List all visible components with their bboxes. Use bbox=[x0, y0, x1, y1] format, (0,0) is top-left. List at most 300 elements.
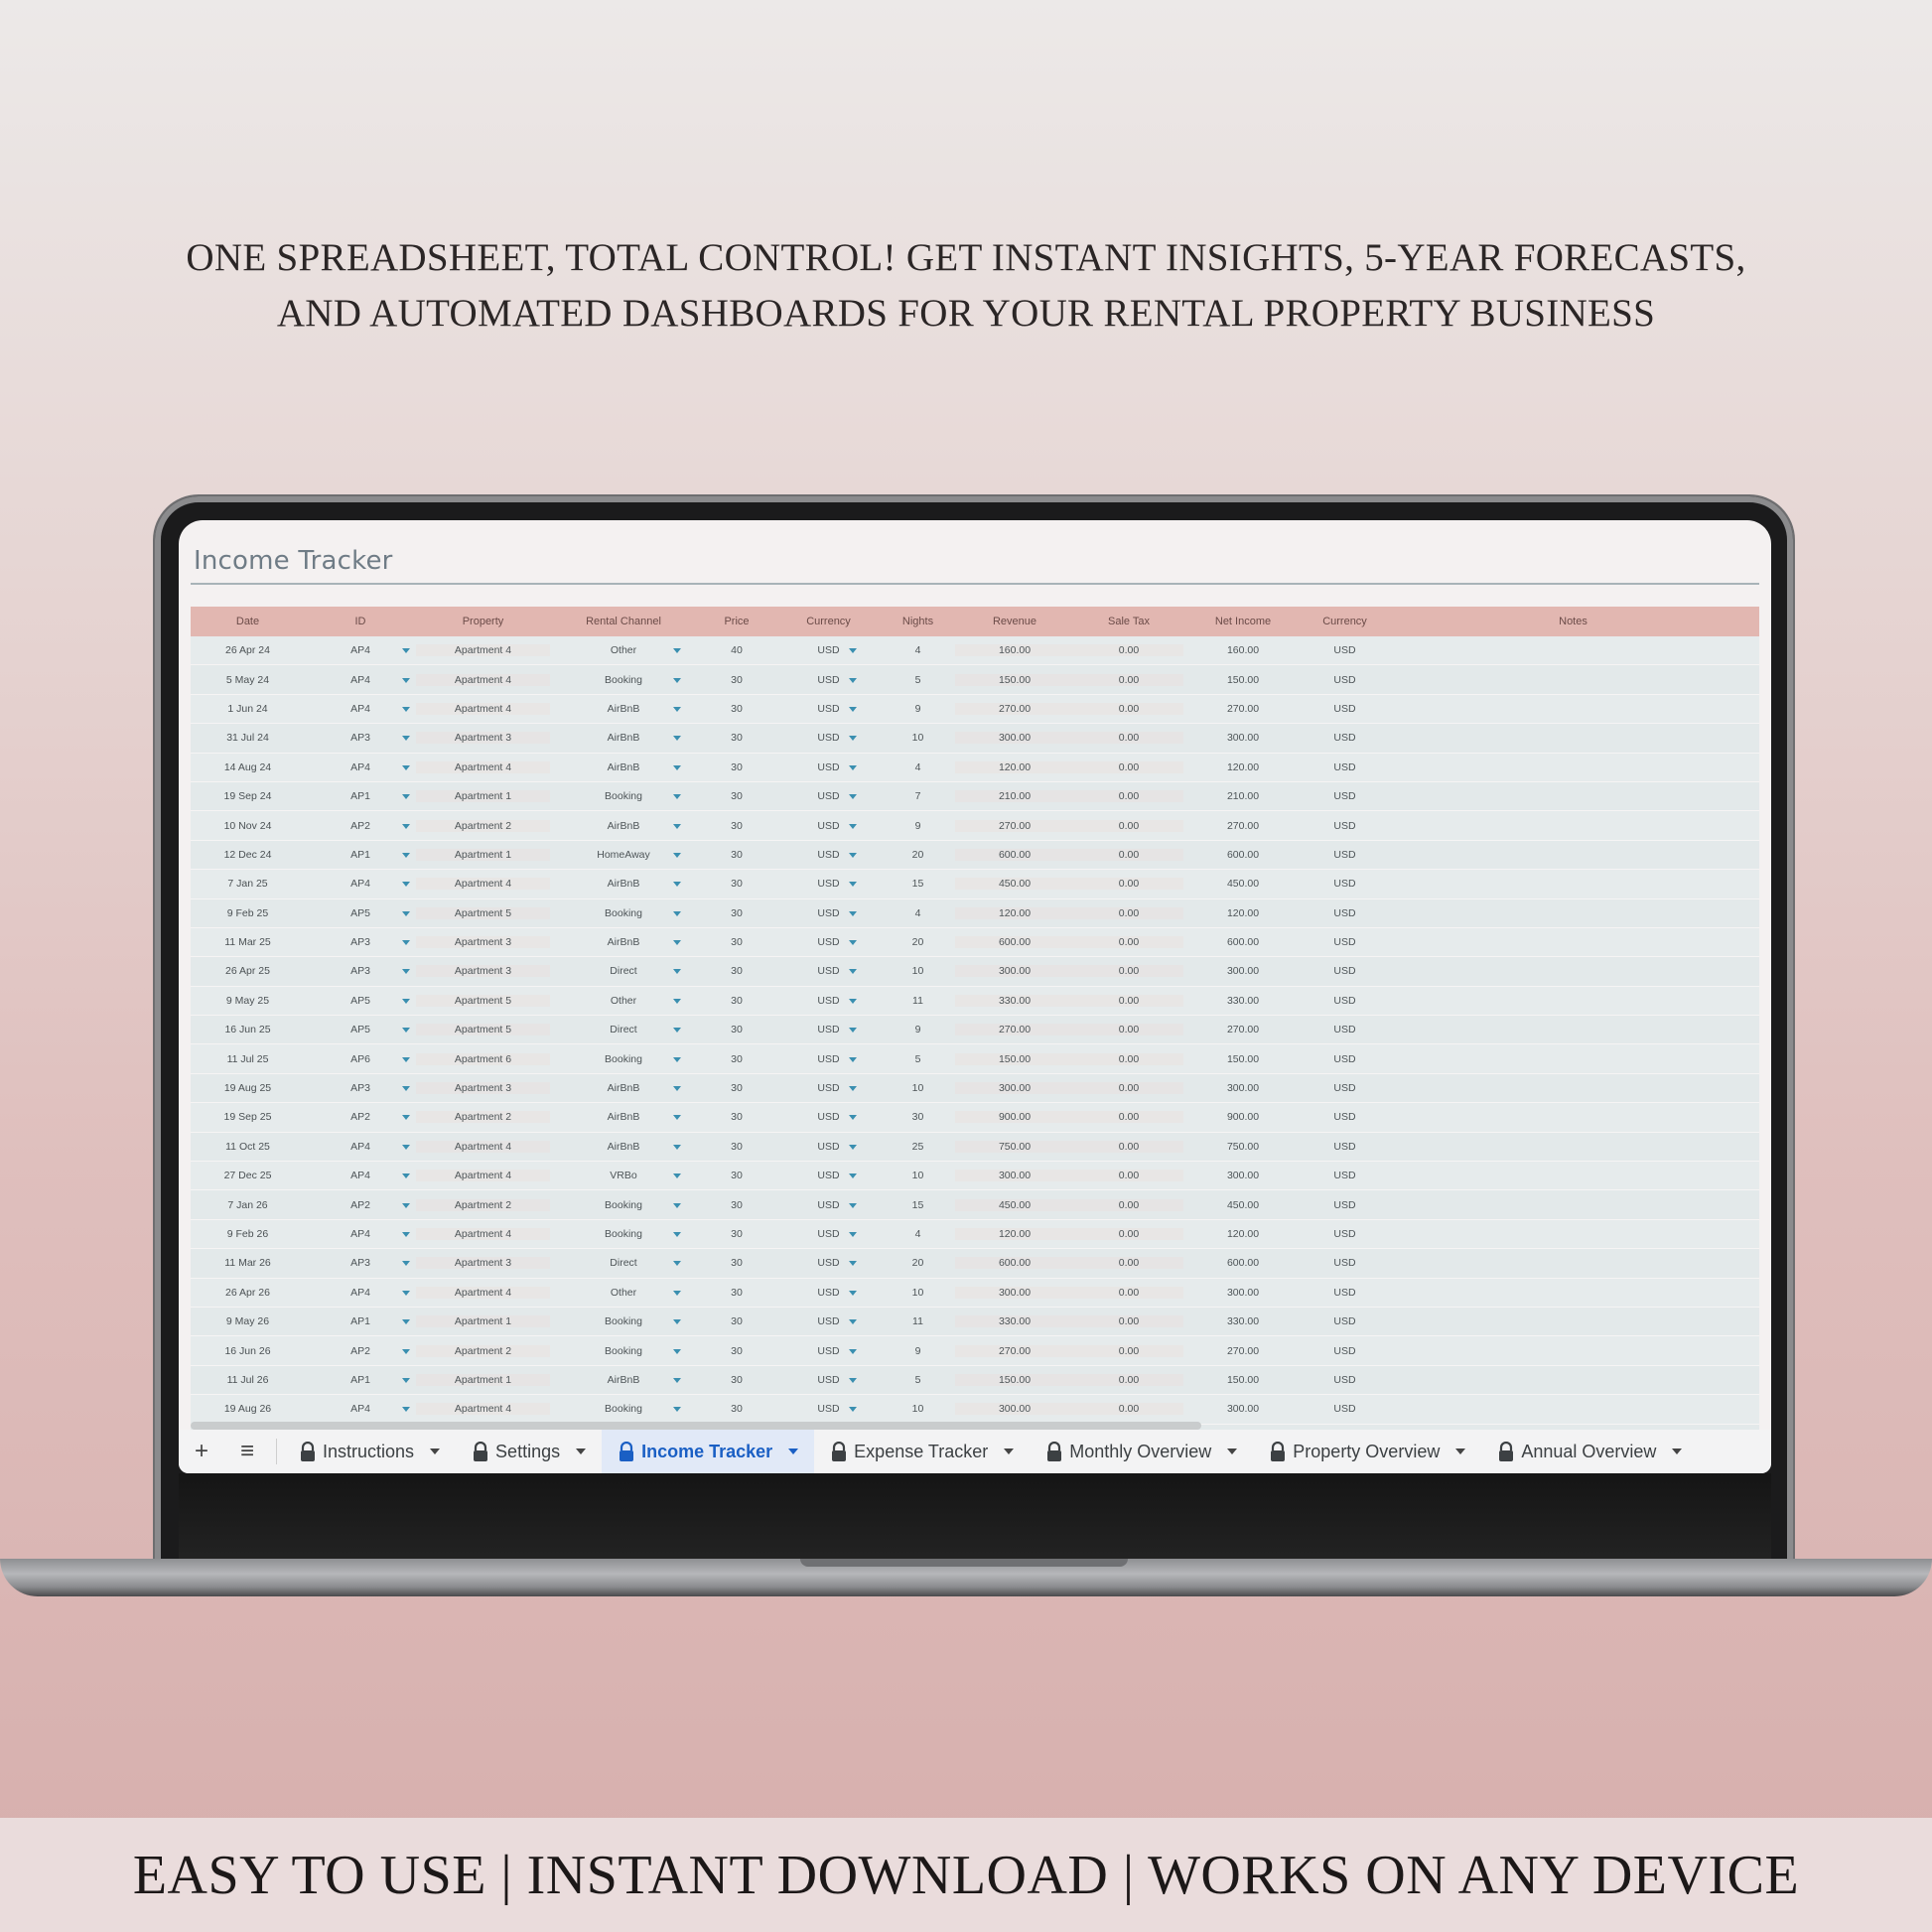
cell-revenue[interactable] bbox=[955, 849, 1074, 861]
cell-currency-2[interactable] bbox=[1303, 1403, 1387, 1415]
dropdown-arrow-icon[interactable] bbox=[849, 707, 857, 712]
cell-sale-tax[interactable] bbox=[1074, 703, 1183, 715]
cell-sale-tax[interactable] bbox=[1074, 878, 1183, 890]
cell-id[interactable] bbox=[305, 965, 416, 977]
cell-net-income[interactable] bbox=[1183, 936, 1303, 948]
cell-id[interactable] bbox=[305, 761, 416, 773]
cell-currency[interactable] bbox=[776, 820, 881, 832]
cell-currency-2[interactable] bbox=[1303, 965, 1387, 977]
cell-net-income[interactable] bbox=[1183, 1403, 1303, 1415]
cell-id[interactable] bbox=[305, 1374, 416, 1386]
cell-rental-channel[interactable] bbox=[550, 1228, 697, 1240]
cell-id[interactable] bbox=[305, 790, 416, 802]
dropdown-arrow-icon[interactable] bbox=[673, 1145, 681, 1150]
dropdown-arrow-icon[interactable] bbox=[673, 1407, 681, 1412]
cell-currency-2[interactable] bbox=[1303, 1170, 1387, 1181]
cell-rental-channel[interactable] bbox=[550, 1053, 697, 1065]
cell-rental-channel[interactable] bbox=[550, 1024, 697, 1035]
cell-price[interactable] bbox=[697, 644, 776, 656]
cell-price[interactable] bbox=[697, 1287, 776, 1299]
cell-property[interactable] bbox=[416, 1024, 550, 1035]
column-header-price[interactable]: Price bbox=[724, 616, 750, 627]
cell-currency[interactable] bbox=[776, 732, 881, 744]
dropdown-arrow-icon[interactable] bbox=[402, 824, 410, 829]
column-header-id[interactable]: ID bbox=[354, 616, 366, 627]
cell-revenue[interactable] bbox=[955, 965, 1074, 977]
cell-currency-2[interactable] bbox=[1303, 1345, 1387, 1357]
cell-currency[interactable] bbox=[776, 1053, 881, 1065]
dropdown-arrow-icon[interactable] bbox=[402, 1319, 410, 1324]
column-header-currency[interactable]: Currency bbox=[806, 616, 851, 627]
cell-rental-channel[interactable] bbox=[550, 1315, 697, 1327]
cell-currency[interactable] bbox=[776, 674, 881, 686]
cell-date[interactable] bbox=[191, 703, 305, 715]
cell-net-income[interactable] bbox=[1183, 1141, 1303, 1153]
dropdown-arrow-icon[interactable] bbox=[673, 999, 681, 1004]
cell-revenue[interactable] bbox=[955, 1374, 1074, 1386]
cell-property[interactable] bbox=[416, 995, 550, 1007]
cell-date[interactable] bbox=[191, 936, 305, 948]
cell-sale-tax[interactable] bbox=[1074, 1228, 1183, 1240]
cell-nights[interactable] bbox=[881, 936, 955, 948]
cell-date[interactable] bbox=[191, 995, 305, 1007]
cell-net-income[interactable] bbox=[1183, 965, 1303, 977]
cell-nights[interactable] bbox=[881, 1082, 955, 1094]
cell-property[interactable] bbox=[416, 1287, 550, 1299]
cell-sale-tax[interactable] bbox=[1074, 1111, 1183, 1123]
cell-revenue[interactable] bbox=[955, 1141, 1074, 1153]
cell-revenue[interactable] bbox=[955, 878, 1074, 890]
cell-net-income[interactable] bbox=[1183, 1053, 1303, 1065]
dropdown-arrow-icon[interactable] bbox=[849, 1232, 857, 1237]
cell-rental-channel[interactable] bbox=[550, 790, 697, 802]
cell-nights[interactable] bbox=[881, 761, 955, 773]
cell-id[interactable] bbox=[305, 1345, 416, 1357]
dropdown-arrow-icon[interactable] bbox=[849, 1115, 857, 1120]
cell-price[interactable] bbox=[697, 761, 776, 773]
cell-revenue[interactable] bbox=[955, 1053, 1074, 1065]
cell-date[interactable] bbox=[191, 1053, 305, 1065]
dropdown-arrow-icon[interactable] bbox=[673, 969, 681, 974]
cell-property[interactable] bbox=[416, 907, 550, 919]
dropdown-arrow-icon[interactable] bbox=[402, 940, 410, 945]
cell-property[interactable] bbox=[416, 761, 550, 773]
cell-price[interactable] bbox=[697, 1199, 776, 1211]
cell-currency-2[interactable] bbox=[1303, 1141, 1387, 1153]
cell-id[interactable] bbox=[305, 703, 416, 715]
dropdown-arrow-icon[interactable] bbox=[849, 794, 857, 799]
cell-sale-tax[interactable] bbox=[1074, 1082, 1183, 1094]
cell-id[interactable] bbox=[305, 1053, 416, 1065]
dropdown-arrow-icon[interactable] bbox=[849, 1057, 857, 1062]
cell-price[interactable] bbox=[697, 732, 776, 744]
cell-sale-tax[interactable] bbox=[1074, 644, 1183, 656]
dropdown-arrow-icon[interactable] bbox=[402, 1173, 410, 1178]
cell-date[interactable] bbox=[191, 1199, 305, 1211]
dropdown-arrow-icon[interactable] bbox=[849, 1145, 857, 1150]
chevron-down-icon[interactable] bbox=[1455, 1449, 1465, 1454]
dropdown-arrow-icon[interactable] bbox=[673, 1203, 681, 1208]
cell-property[interactable] bbox=[416, 644, 550, 656]
cell-id[interactable] bbox=[305, 936, 416, 948]
cell-revenue[interactable] bbox=[955, 1082, 1074, 1094]
cell-nights[interactable] bbox=[881, 820, 955, 832]
cell-nights[interactable] bbox=[881, 1024, 955, 1035]
cell-revenue[interactable] bbox=[955, 1403, 1074, 1415]
cell-currency-2[interactable] bbox=[1303, 1287, 1387, 1299]
cell-sale-tax[interactable] bbox=[1074, 995, 1183, 1007]
dropdown-arrow-icon[interactable] bbox=[849, 1349, 857, 1354]
cell-date[interactable] bbox=[191, 1141, 305, 1153]
cell-sale-tax[interactable] bbox=[1074, 1199, 1183, 1211]
cell-property[interactable] bbox=[416, 674, 550, 686]
column-header-net-income[interactable]: Net Income bbox=[1214, 616, 1272, 627]
dropdown-arrow-icon[interactable] bbox=[849, 1173, 857, 1178]
dropdown-arrow-icon[interactable] bbox=[402, 1028, 410, 1033]
dropdown-arrow-icon[interactable] bbox=[673, 1232, 681, 1237]
cell-property[interactable] bbox=[416, 1403, 550, 1415]
dropdown-arrow-icon[interactable] bbox=[402, 853, 410, 858]
cell-property[interactable] bbox=[416, 1111, 550, 1123]
cell-net-income[interactable] bbox=[1183, 732, 1303, 744]
cell-rental-channel[interactable] bbox=[550, 1199, 697, 1211]
cell-nights[interactable] bbox=[881, 878, 955, 890]
cell-nights[interactable] bbox=[881, 1287, 955, 1299]
cell-currency[interactable] bbox=[776, 1024, 881, 1035]
cell-nights[interactable] bbox=[881, 1315, 955, 1327]
cell-nights[interactable] bbox=[881, 995, 955, 1007]
cell-sale-tax[interactable] bbox=[1074, 674, 1183, 686]
cell-rental-channel[interactable] bbox=[550, 674, 697, 686]
cell-currency[interactable] bbox=[776, 1141, 881, 1153]
cell-nights[interactable] bbox=[881, 1053, 955, 1065]
cell-net-income[interactable] bbox=[1183, 878, 1303, 890]
dropdown-arrow-icon[interactable] bbox=[673, 678, 681, 683]
cell-currency[interactable] bbox=[776, 1403, 881, 1415]
dropdown-arrow-icon[interactable] bbox=[402, 1203, 410, 1208]
dropdown-arrow-icon[interactable] bbox=[402, 999, 410, 1004]
cell-sale-tax[interactable] bbox=[1074, 1257, 1183, 1269]
cell-nights[interactable] bbox=[881, 1111, 955, 1123]
tab-property-overview[interactable] bbox=[1253, 1430, 1481, 1473]
cell-nights[interactable] bbox=[881, 907, 955, 919]
all-sheets-menu-icon[interactable]: ≡ bbox=[239, 1438, 254, 1464]
cell-currency[interactable] bbox=[776, 995, 881, 1007]
column-header-nights[interactable]: Nights bbox=[901, 616, 934, 627]
cell-property[interactable] bbox=[416, 703, 550, 715]
cell-property[interactable] bbox=[416, 1141, 550, 1153]
cell-price[interactable] bbox=[697, 1024, 776, 1035]
cell-nights[interactable] bbox=[881, 849, 955, 861]
tab-expense-tracker[interactable] bbox=[814, 1430, 1030, 1473]
cell-rental-channel[interactable] bbox=[550, 1403, 697, 1415]
dropdown-arrow-icon[interactable] bbox=[673, 648, 681, 653]
cell-property[interactable] bbox=[416, 1228, 550, 1240]
cell-revenue[interactable] bbox=[955, 644, 1074, 656]
cell-revenue[interactable] bbox=[955, 732, 1074, 744]
cell-date[interactable] bbox=[191, 1111, 305, 1123]
cell-date[interactable] bbox=[191, 965, 305, 977]
cell-price[interactable] bbox=[697, 674, 776, 686]
column-header-rental-channel[interactable]: Rental Channel bbox=[586, 616, 661, 627]
cell-price[interactable] bbox=[697, 1257, 776, 1269]
cell-date[interactable] bbox=[191, 1170, 305, 1181]
cell-id[interactable] bbox=[305, 644, 416, 656]
dropdown-arrow-icon[interactable] bbox=[673, 736, 681, 741]
dropdown-arrow-icon[interactable] bbox=[673, 853, 681, 858]
cell-nights[interactable] bbox=[881, 1403, 955, 1415]
cell-id[interactable] bbox=[305, 1170, 416, 1181]
cell-net-income[interactable] bbox=[1183, 674, 1303, 686]
cell-net-income[interactable] bbox=[1183, 1345, 1303, 1357]
cell-price[interactable] bbox=[697, 703, 776, 715]
cell-currency[interactable] bbox=[776, 790, 881, 802]
cell-sale-tax[interactable] bbox=[1074, 761, 1183, 773]
cell-revenue[interactable] bbox=[955, 761, 1074, 773]
cell-sale-tax[interactable] bbox=[1074, 732, 1183, 744]
cell-price[interactable] bbox=[697, 995, 776, 1007]
cell-price[interactable] bbox=[697, 820, 776, 832]
dropdown-arrow-icon[interactable] bbox=[673, 1349, 681, 1354]
cell-date[interactable] bbox=[191, 1315, 305, 1327]
cell-property[interactable] bbox=[416, 1082, 550, 1094]
cell-id[interactable] bbox=[305, 1228, 416, 1240]
cell-rental-channel[interactable] bbox=[550, 1345, 697, 1357]
cell-property[interactable] bbox=[416, 1345, 550, 1357]
cell-rental-channel[interactable] bbox=[550, 995, 697, 1007]
dropdown-arrow-icon[interactable] bbox=[673, 1378, 681, 1383]
cell-currency-2[interactable] bbox=[1303, 790, 1387, 802]
cell-rental-channel[interactable] bbox=[550, 1257, 697, 1269]
cell-sale-tax[interactable] bbox=[1074, 849, 1183, 861]
cell-rental-channel[interactable] bbox=[550, 965, 697, 977]
cell-sale-tax[interactable] bbox=[1074, 1374, 1183, 1386]
dropdown-arrow-icon[interactable] bbox=[402, 1145, 410, 1150]
cell-price[interactable] bbox=[697, 1403, 776, 1415]
cell-price[interactable] bbox=[697, 1111, 776, 1123]
dropdown-arrow-icon[interactable] bbox=[402, 1057, 410, 1062]
cell-currency-2[interactable] bbox=[1303, 936, 1387, 948]
cell-currency[interactable] bbox=[776, 849, 881, 861]
cell-net-income[interactable] bbox=[1183, 1082, 1303, 1094]
cell-price[interactable] bbox=[697, 849, 776, 861]
cell-net-income[interactable] bbox=[1183, 1374, 1303, 1386]
cell-property[interactable] bbox=[416, 878, 550, 890]
dropdown-arrow-icon[interactable] bbox=[402, 1378, 410, 1383]
cell-currency-2[interactable] bbox=[1303, 1082, 1387, 1094]
cell-id[interactable] bbox=[305, 674, 416, 686]
dropdown-arrow-icon[interactable] bbox=[673, 911, 681, 916]
cell-sale-tax[interactable] bbox=[1074, 1403, 1183, 1415]
cell-price[interactable] bbox=[697, 1345, 776, 1357]
cell-id[interactable] bbox=[305, 995, 416, 1007]
dropdown-arrow-icon[interactable] bbox=[849, 824, 857, 829]
dropdown-arrow-icon[interactable] bbox=[849, 853, 857, 858]
cell-revenue[interactable] bbox=[955, 703, 1074, 715]
cell-property[interactable] bbox=[416, 849, 550, 861]
cell-net-income[interactable] bbox=[1183, 1315, 1303, 1327]
cell-rental-channel[interactable] bbox=[550, 732, 697, 744]
cell-date[interactable] bbox=[191, 674, 305, 686]
cell-currency[interactable] bbox=[776, 703, 881, 715]
cell-revenue[interactable] bbox=[955, 1315, 1074, 1327]
cell-nights[interactable] bbox=[881, 1257, 955, 1269]
dropdown-arrow-icon[interactable] bbox=[402, 1115, 410, 1120]
cell-date[interactable] bbox=[191, 1228, 305, 1240]
cell-date[interactable] bbox=[191, 1403, 305, 1415]
cell-currency[interactable] bbox=[776, 1199, 881, 1211]
cell-sale-tax[interactable] bbox=[1074, 1053, 1183, 1065]
dropdown-arrow-icon[interactable] bbox=[849, 1378, 857, 1383]
cell-id[interactable] bbox=[305, 1257, 416, 1269]
cell-id[interactable] bbox=[305, 1315, 416, 1327]
cell-property[interactable] bbox=[416, 1257, 550, 1269]
cell-revenue[interactable] bbox=[955, 1199, 1074, 1211]
cell-id[interactable] bbox=[305, 1287, 416, 1299]
cell-currency[interactable] bbox=[776, 1345, 881, 1357]
cell-nights[interactable] bbox=[881, 1141, 955, 1153]
dropdown-arrow-icon[interactable] bbox=[849, 1407, 857, 1412]
cell-nights[interactable] bbox=[881, 1199, 955, 1211]
dropdown-arrow-icon[interactable] bbox=[849, 1291, 857, 1296]
cell-sale-tax[interactable] bbox=[1074, 820, 1183, 832]
cell-revenue[interactable] bbox=[955, 1228, 1074, 1240]
cell-currency-2[interactable] bbox=[1303, 1053, 1387, 1065]
dropdown-arrow-icon[interactable] bbox=[402, 678, 410, 683]
cell-property[interactable] bbox=[416, 1315, 550, 1327]
cell-sale-tax[interactable] bbox=[1074, 790, 1183, 802]
cell-revenue[interactable] bbox=[955, 1257, 1074, 1269]
cell-revenue[interactable] bbox=[955, 674, 1074, 686]
cell-property[interactable] bbox=[416, 1199, 550, 1211]
cell-net-income[interactable] bbox=[1183, 849, 1303, 861]
cell-nights[interactable] bbox=[881, 674, 955, 686]
cell-price[interactable] bbox=[697, 965, 776, 977]
cell-id[interactable] bbox=[305, 1403, 416, 1415]
cell-sale-tax[interactable] bbox=[1074, 1170, 1183, 1181]
cell-net-income[interactable] bbox=[1183, 761, 1303, 773]
cell-price[interactable] bbox=[697, 1141, 776, 1153]
cell-price[interactable] bbox=[697, 1374, 776, 1386]
dropdown-arrow-icon[interactable] bbox=[849, 882, 857, 887]
cell-net-income[interactable] bbox=[1183, 995, 1303, 1007]
cell-currency-2[interactable] bbox=[1303, 1228, 1387, 1240]
cell-sale-tax[interactable] bbox=[1074, 1141, 1183, 1153]
cell-currency-2[interactable] bbox=[1303, 820, 1387, 832]
cell-revenue[interactable] bbox=[955, 820, 1074, 832]
cell-currency-2[interactable] bbox=[1303, 1024, 1387, 1035]
dropdown-arrow-icon[interactable] bbox=[849, 1028, 857, 1033]
dropdown-arrow-icon[interactable] bbox=[673, 940, 681, 945]
cell-currency[interactable] bbox=[776, 965, 881, 977]
dropdown-arrow-icon[interactable] bbox=[673, 1057, 681, 1062]
cell-currency-2[interactable] bbox=[1303, 1315, 1387, 1327]
dropdown-arrow-icon[interactable] bbox=[673, 794, 681, 799]
cell-id[interactable] bbox=[305, 1082, 416, 1094]
cell-revenue[interactable] bbox=[955, 936, 1074, 948]
dropdown-arrow-icon[interactable] bbox=[402, 765, 410, 770]
cell-date[interactable] bbox=[191, 849, 305, 861]
tab-instructions[interactable] bbox=[283, 1430, 456, 1473]
cell-property[interactable] bbox=[416, 732, 550, 744]
cell-revenue[interactable] bbox=[955, 1170, 1074, 1181]
dropdown-arrow-icon[interactable] bbox=[402, 1291, 410, 1296]
cell-price[interactable] bbox=[697, 1228, 776, 1240]
tab-annual-overview[interactable] bbox=[1481, 1430, 1698, 1473]
tab-monthly-overview[interactable] bbox=[1030, 1430, 1253, 1473]
cell-currency-2[interactable] bbox=[1303, 995, 1387, 1007]
cell-revenue[interactable] bbox=[955, 1287, 1074, 1299]
cell-net-income[interactable] bbox=[1183, 820, 1303, 832]
add-sheet-button[interactable]: + bbox=[194, 1438, 208, 1464]
cell-currency-2[interactable] bbox=[1303, 1374, 1387, 1386]
dropdown-arrow-icon[interactable] bbox=[849, 999, 857, 1004]
dropdown-arrow-icon[interactable] bbox=[849, 1319, 857, 1324]
dropdown-arrow-icon[interactable] bbox=[673, 882, 681, 887]
cell-date[interactable] bbox=[191, 878, 305, 890]
cell-net-income[interactable] bbox=[1183, 907, 1303, 919]
cell-sale-tax[interactable] bbox=[1074, 1024, 1183, 1035]
cell-net-income[interactable] bbox=[1183, 1257, 1303, 1269]
cell-currency[interactable] bbox=[776, 1257, 881, 1269]
cell-id[interactable] bbox=[305, 878, 416, 890]
cell-currency[interactable] bbox=[776, 1228, 881, 1240]
cell-currency-2[interactable] bbox=[1303, 849, 1387, 861]
cell-nights[interactable] bbox=[881, 644, 955, 656]
cell-currency-2[interactable] bbox=[1303, 878, 1387, 890]
dropdown-arrow-icon[interactable] bbox=[402, 1232, 410, 1237]
cell-rental-channel[interactable] bbox=[550, 644, 697, 656]
cell-revenue[interactable] bbox=[955, 995, 1074, 1007]
cell-revenue[interactable] bbox=[955, 790, 1074, 802]
cell-net-income[interactable] bbox=[1183, 644, 1303, 656]
cell-price[interactable] bbox=[697, 1053, 776, 1065]
chevron-down-icon[interactable] bbox=[430, 1449, 440, 1454]
dropdown-arrow-icon[interactable] bbox=[849, 765, 857, 770]
cell-rental-channel[interactable] bbox=[550, 761, 697, 773]
cell-sale-tax[interactable] bbox=[1074, 936, 1183, 948]
cell-property[interactable] bbox=[416, 1374, 550, 1386]
cell-property[interactable] bbox=[416, 820, 550, 832]
cell-date[interactable] bbox=[191, 907, 305, 919]
cell-net-income[interactable] bbox=[1183, 1111, 1303, 1123]
dropdown-arrow-icon[interactable] bbox=[402, 911, 410, 916]
chevron-down-icon[interactable] bbox=[1672, 1449, 1682, 1454]
cell-currency[interactable] bbox=[776, 1374, 881, 1386]
dropdown-arrow-icon[interactable] bbox=[673, 1086, 681, 1091]
dropdown-arrow-icon[interactable] bbox=[673, 1115, 681, 1120]
dropdown-arrow-icon[interactable] bbox=[673, 1261, 681, 1266]
dropdown-arrow-icon[interactable] bbox=[402, 1407, 410, 1412]
horizontal-scrollbar[interactable] bbox=[191, 1422, 1201, 1430]
cell-currency-2[interactable] bbox=[1303, 703, 1387, 715]
cell-net-income[interactable] bbox=[1183, 703, 1303, 715]
dropdown-arrow-icon[interactable] bbox=[849, 736, 857, 741]
dropdown-arrow-icon[interactable] bbox=[849, 1261, 857, 1266]
cell-date[interactable] bbox=[191, 1082, 305, 1094]
column-header-sale-tax[interactable]: Sale Tax bbox=[1108, 616, 1150, 627]
cell-net-income[interactable] bbox=[1183, 1287, 1303, 1299]
dropdown-arrow-icon[interactable] bbox=[673, 707, 681, 712]
cell-sale-tax[interactable] bbox=[1074, 1287, 1183, 1299]
cell-id[interactable] bbox=[305, 1141, 416, 1153]
cell-sale-tax[interactable] bbox=[1074, 965, 1183, 977]
cell-nights[interactable] bbox=[881, 1228, 955, 1240]
dropdown-arrow-icon[interactable] bbox=[402, 707, 410, 712]
cell-nights[interactable] bbox=[881, 1374, 955, 1386]
dropdown-arrow-icon[interactable] bbox=[849, 969, 857, 974]
cell-property[interactable] bbox=[416, 1053, 550, 1065]
